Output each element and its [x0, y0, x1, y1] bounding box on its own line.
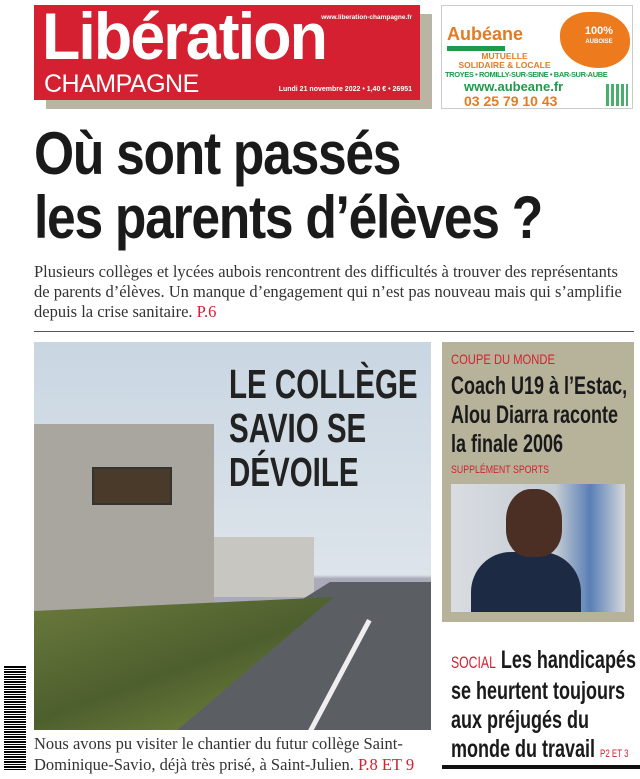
ad-badge-text: AUBOISE — [585, 39, 613, 45]
ad-phone: 03 25 79 10 43 — [464, 93, 558, 109]
barcode-icon — [4, 665, 26, 770]
sidebar-supplement: SUPPLÉMENT SPORTS — [451, 464, 549, 476]
college-photo — [34, 342, 431, 730]
ad-brand: Aubéane — [447, 24, 524, 44]
bottom-rule — [442, 765, 640, 769]
newspaper-name: Libération — [42, 0, 327, 73]
player-photo — [451, 484, 625, 612]
headline-line2: les parents d’élèves ? — [34, 184, 542, 251]
date-line: Lundi 21 novembre 2022 • 1,40 € • 26951 — [278, 86, 412, 93]
photo-title: LE COLLÈGE SAVIO SE DÉVOILE — [229, 361, 418, 495]
sidebar-story[interactable] — [442, 342, 634, 622]
building — [34, 424, 214, 614]
ad-towns: TROYES • ROMILLY-SUR-SEINE • BAR-SUR-AUBE — [445, 70, 608, 79]
website-url: www.liberation-champagne.fr — [321, 14, 412, 21]
photo-caption: Nous avons pu visiter le chantier du futur collège Saint-Dominique-Savio, déjà très prisé, à Saint-Julien. P.8 ET 9 — [34, 734, 415, 774]
social-story[interactable]: SOCIAL Les handicapés se heurtent toujours aux préjugés du monde du travail P2 ET 3 — [451, 646, 636, 763]
ad-badge-pct: 100% — [584, 25, 614, 37]
lede: Plusieurs collèges et lycées aubois rencontrent des difficultés à trouver des représentants de parents d’élèves. Un manque d’engagement qui n’est pas nouveau mais qui s’amplifie depuis la crise sanitaire. P.6 — [34, 262, 622, 321]
sidebar-title: Coach U19 à l’Estac, Alou Diarra raconte la finale 2006 — [451, 372, 628, 458]
headline-line1: Où sont passés — [34, 120, 401, 187]
advertisement[interactable] — [441, 5, 633, 109]
qr-code-icon — [606, 84, 628, 106]
sidebar-kicker: COUPE DU MONDE — [451, 351, 555, 367]
newspaper-region: CHAMPAGNE — [44, 70, 199, 98]
masthead — [34, 0, 420, 100]
ad-line2: SOLIDAIRE & LOCALE — [458, 60, 551, 70]
ad-line1: MUTUELLE — [481, 51, 528, 61]
divider — [34, 331, 634, 332]
ad-website: www.aubeane.fr — [464, 79, 564, 94]
lede-page: P.6 — [196, 302, 217, 321]
